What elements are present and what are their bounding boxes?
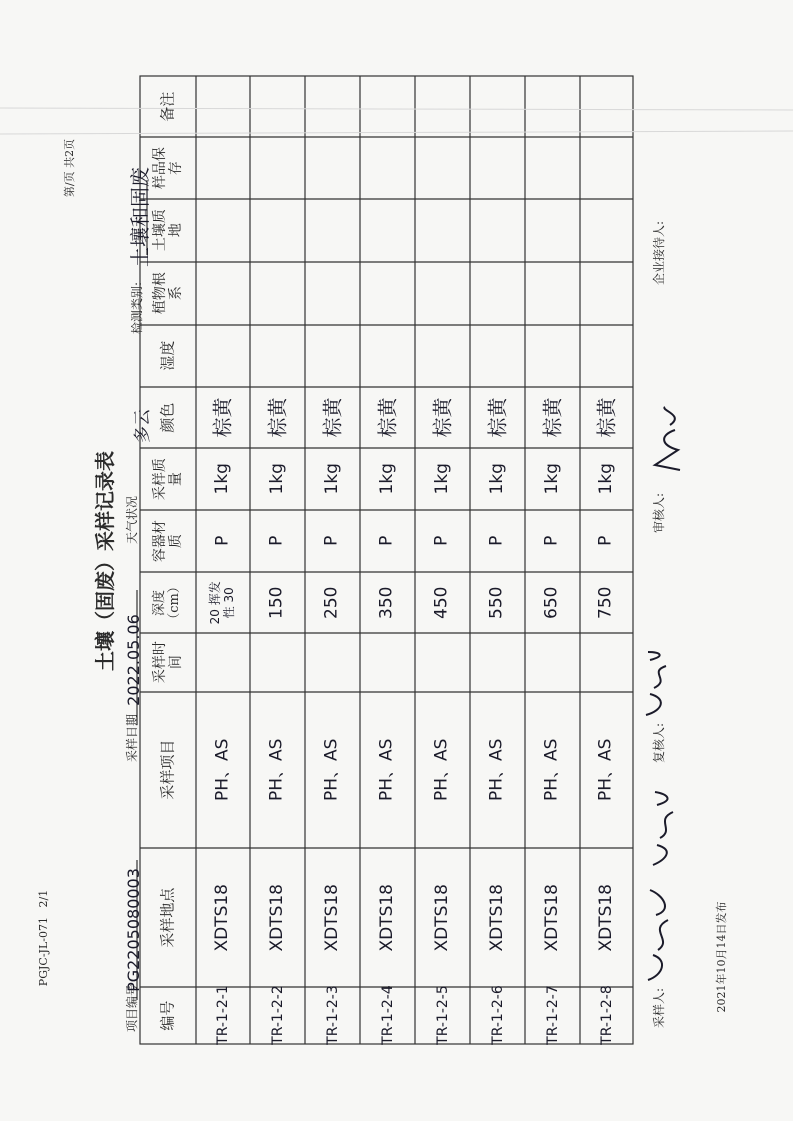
receiver-label: 企业接待人:: [652, 220, 666, 286]
row-5-container: P: [431, 535, 452, 547]
row-7-id: TR-1-2-7: [544, 985, 561, 1046]
row-8-color: 棕黄: [594, 397, 618, 438]
row-3-id: TR-1-2-3: [324, 985, 341, 1046]
row-8-id: TR-1-2-8: [598, 985, 615, 1046]
col-header-remark: 备注: [158, 91, 177, 122]
row-2-item: PH、AS: [266, 738, 287, 802]
row-1-container: P: [212, 535, 233, 547]
col-header-humidity: 湿度: [158, 340, 177, 372]
row-6-item: PH、AS: [486, 738, 507, 802]
row-6-time: [470, 633, 525, 692]
row-4-color: 棕黄: [375, 397, 399, 438]
col-header-texture: 土壤质地: [151, 209, 184, 252]
row-1-time: [196, 633, 250, 692]
row-1-depth: 20 挥发性 30: [208, 580, 236, 625]
col-header-depth: 深度（cm）: [152, 579, 182, 626]
col-header-id: 编号: [158, 1000, 177, 1031]
form-title: 土壤（固废）采样记录表: [93, 451, 117, 671]
row-2-mass: 1kg: [266, 463, 287, 495]
row-2-container: P: [266, 535, 287, 547]
row-5-mass: 1kg: [431, 463, 452, 495]
row-6-color: 棕黄: [485, 397, 509, 438]
row-8-time: [580, 633, 633, 692]
col-header-roots: 植物根系: [151, 272, 184, 315]
row-3-container: P: [321, 535, 342, 547]
form-code-text: PGJC-JL-071: [37, 917, 50, 987]
row-3-depth: 250: [321, 586, 342, 619]
reviewer-signature: [636, 650, 686, 720]
row-4-item: PH、AS: [376, 738, 397, 802]
row-1-site: XDTS18: [212, 883, 233, 952]
row-7-time: [525, 633, 580, 692]
col-header-time: 采样时间: [151, 641, 184, 684]
row-3-time: [305, 633, 360, 692]
row-5-depth: 450: [431, 586, 452, 619]
detect-type-label: 检测类别:: [130, 281, 144, 335]
row-2-id: TR-1-2-2: [269, 985, 286, 1046]
row-5-color: 棕黄: [430, 397, 454, 438]
row-5-id: TR-1-2-5: [434, 985, 451, 1046]
row-7-container: P: [541, 535, 562, 547]
issue-date: 2021年10月14日发布: [715, 901, 728, 1013]
sample-date-value: 2022.05.06: [124, 614, 143, 706]
row-6-id: TR-1-2-6: [489, 985, 506, 1046]
row-6-depth: 550: [486, 586, 507, 619]
form-code: [37, 873, 53, 1003]
sampler-label: 采样人:: [652, 987, 666, 1029]
row-8-depth: 750: [595, 586, 616, 619]
row-5-site: XDTS18: [431, 883, 452, 952]
row-6-site: XDTS18: [486, 883, 507, 952]
row-4-depth: 350: [376, 586, 397, 619]
auditor-label: 审核人:: [652, 492, 666, 534]
row-1-mass: 1kg: [212, 463, 233, 495]
weather-label: 天气状况: [125, 496, 139, 545]
row-7-mass: 1kg: [541, 463, 562, 495]
detect-type-value: 土壤和固废: [128, 167, 152, 267]
sample-date-label: 采样日期: [125, 714, 139, 763]
row-2-time: [250, 633, 305, 692]
col-header-site: 采样地点: [158, 887, 177, 948]
project-no-value: PG2205080003: [124, 868, 143, 992]
page-fraction: 2/1: [37, 889, 50, 908]
reviewer-label: 复核人:: [652, 722, 666, 764]
auditor-signature: [640, 405, 690, 475]
row-2-color: 棕黄: [265, 397, 289, 438]
row-1-color: 棕黄: [210, 397, 235, 438]
col-header-mass: 采样质量: [151, 458, 184, 500]
row-4-id: TR-1-2-4: [379, 985, 396, 1046]
row-3-item: PH、AS: [321, 738, 342, 802]
second-sampler-signature: [645, 790, 690, 870]
row-3-color: 棕黄: [320, 397, 344, 438]
row-6-mass: 1kg: [486, 463, 507, 495]
page-indicator: 第/页 共2页: [63, 138, 76, 198]
row-8-item: PH、AS: [595, 738, 616, 802]
row-5-item: PH、AS: [431, 738, 452, 802]
row-4-time: [360, 633, 415, 692]
row-1-item: PH、AS: [212, 738, 233, 802]
project-no-label: 项目编号: [125, 984, 139, 1033]
row-7-color: 棕黄: [540, 397, 564, 438]
row-6-container: P: [486, 535, 507, 547]
col-header-color: 颜色: [158, 402, 177, 433]
row-4-site: XDTS18: [376, 883, 397, 952]
sampler-signature: [638, 880, 688, 990]
weather-value: 多云: [133, 409, 153, 443]
row-4-mass: 1kg: [376, 463, 397, 495]
row-4-container: P: [376, 535, 397, 547]
row-7-item: PH、AS: [541, 738, 562, 802]
row-8-mass: 1kg: [595, 463, 616, 495]
col-header-storage: 样品保存: [151, 147, 184, 189]
row-7-depth: 650: [541, 586, 562, 619]
row-7-site: XDTS18: [541, 883, 562, 952]
row-3-mass: 1kg: [321, 463, 342, 495]
col-header-container: 容器材质: [151, 520, 184, 562]
row-2-depth: 150: [266, 586, 287, 619]
row-8-site: XDTS18: [595, 883, 616, 952]
row-8-container: P: [595, 535, 616, 547]
col-header-item: 采样项目: [158, 739, 177, 801]
row-2-site: XDTS18: [266, 883, 287, 952]
row-3-site: XDTS18: [321, 883, 342, 952]
row-5-time: [415, 633, 470, 692]
row-1-id: TR-1-2-1: [214, 985, 231, 1046]
